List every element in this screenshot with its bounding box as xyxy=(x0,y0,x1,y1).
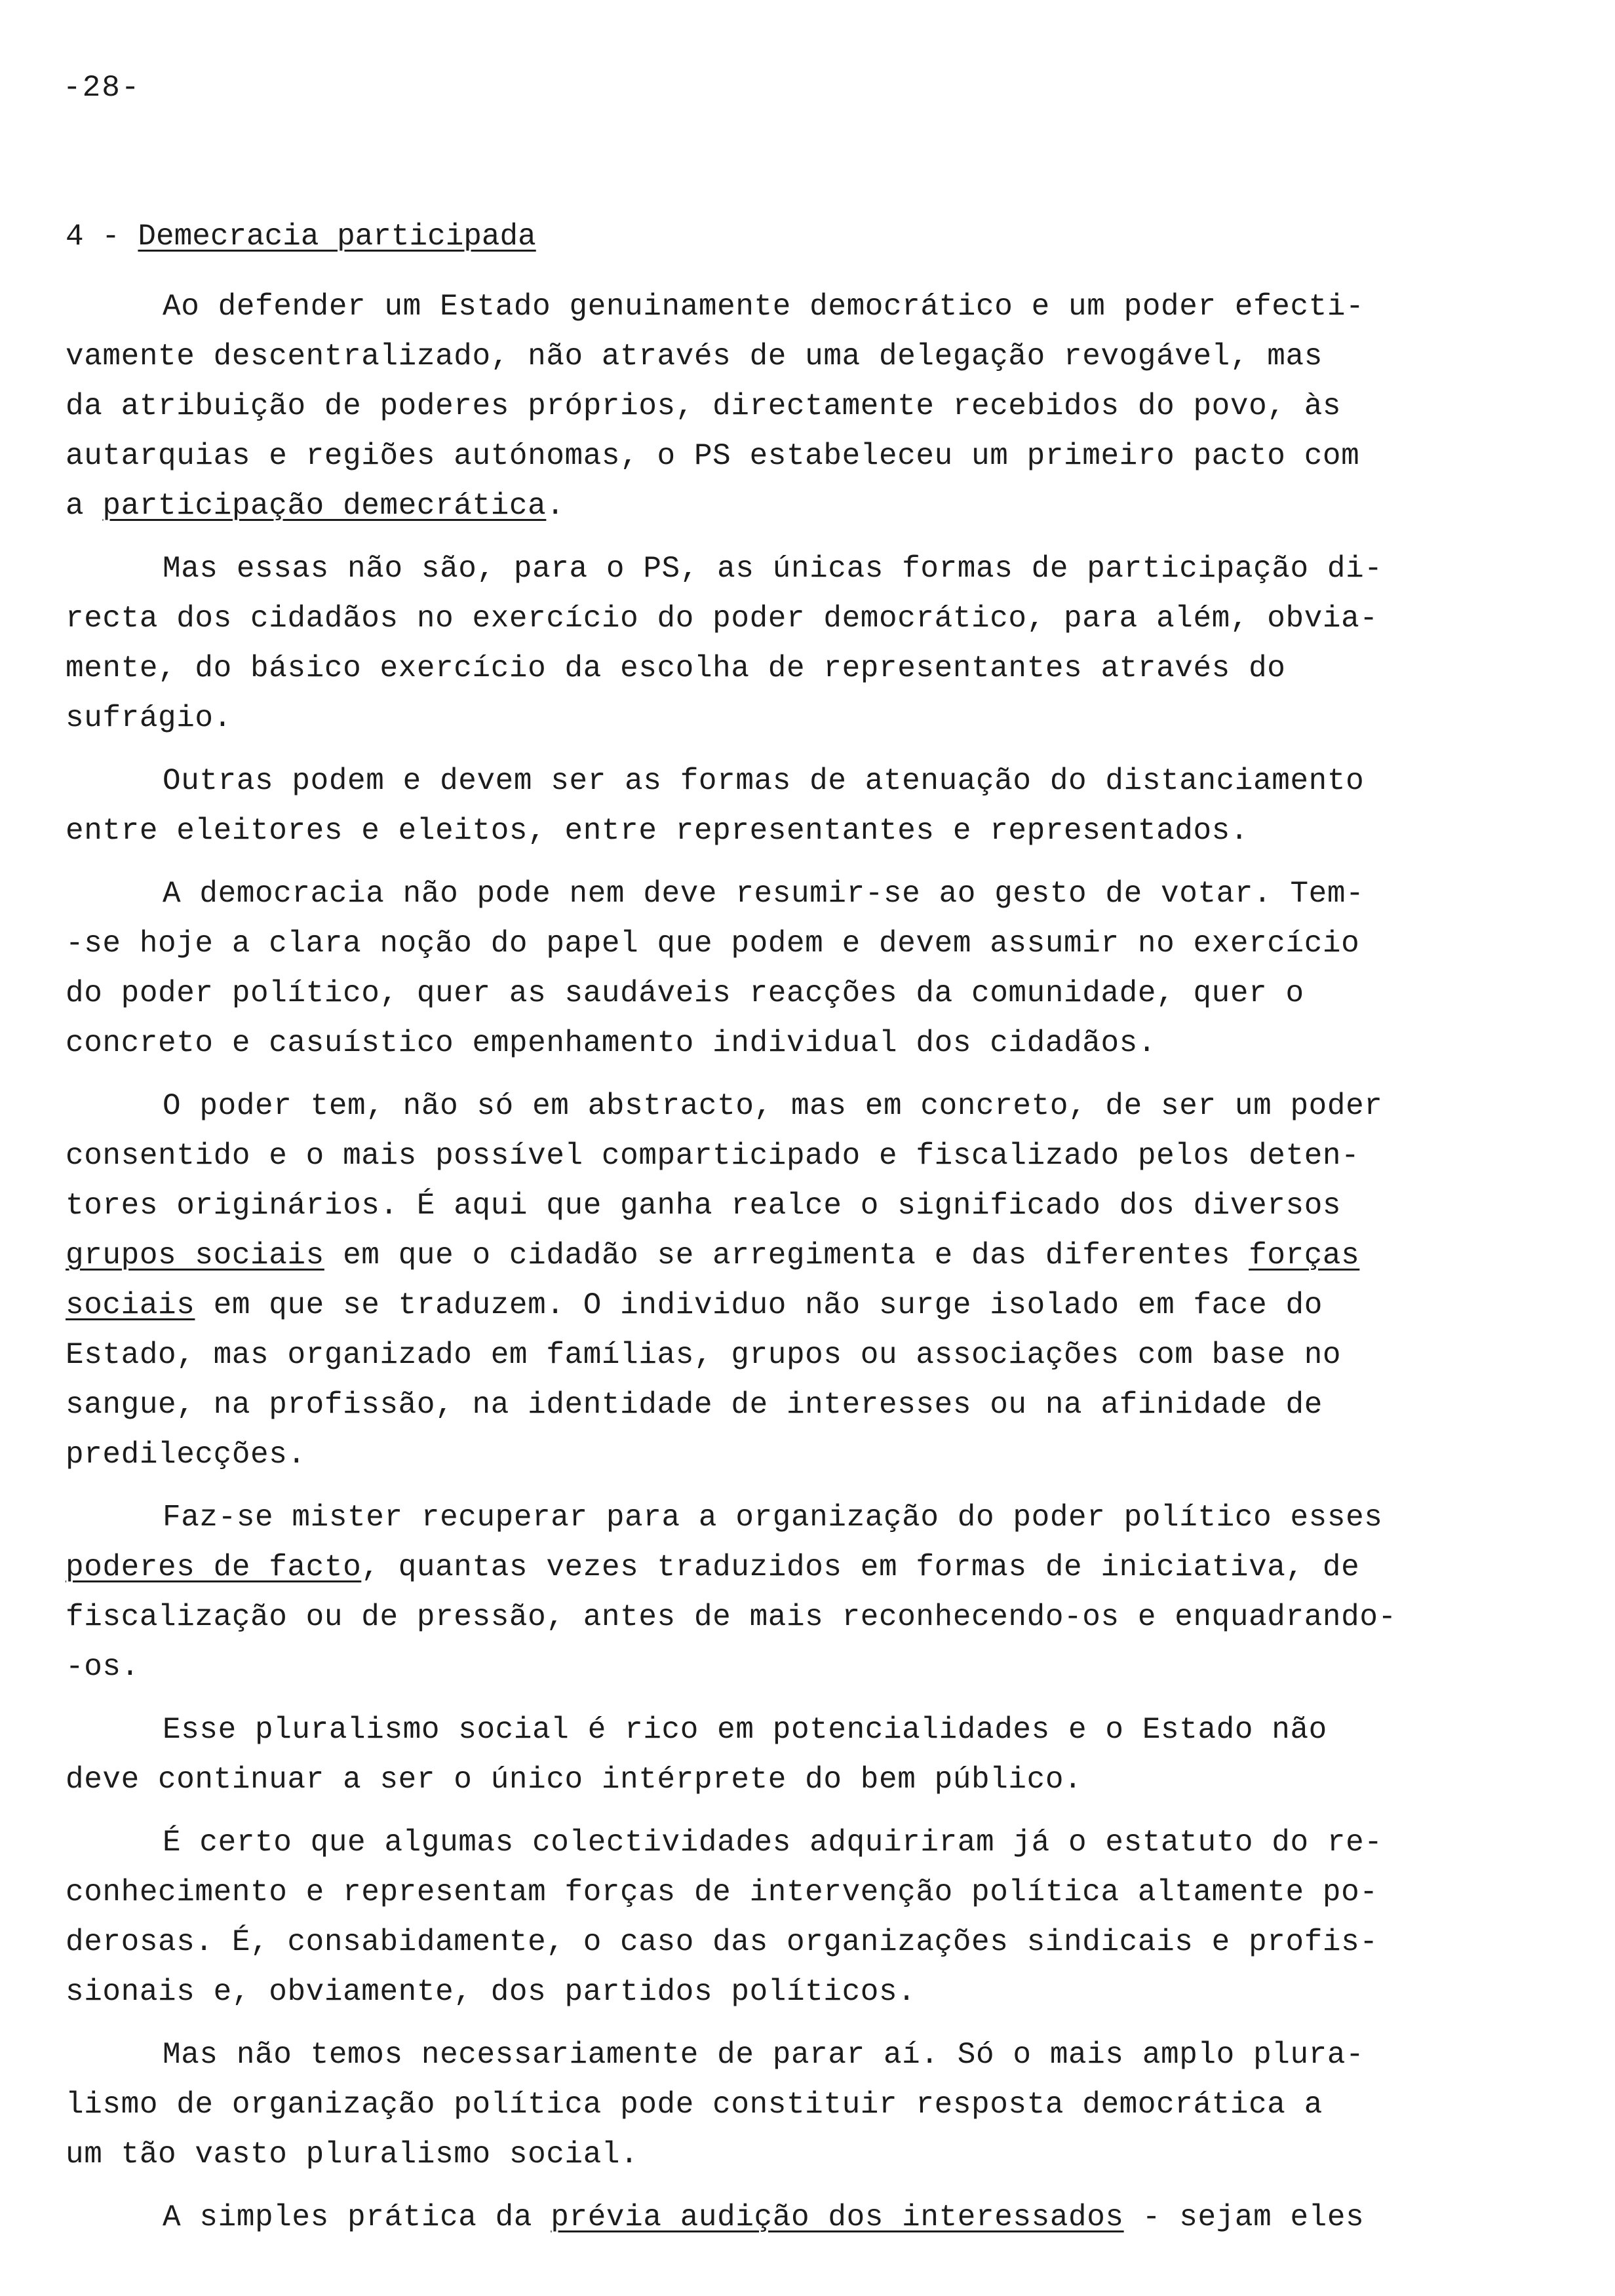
text-segment: recta dos cidadãos no exercício do poder democrático, para além, obvia- xyxy=(66,602,1378,636)
text-segment: É certo que algumas colectividades adquiriram já o estatuto do re- xyxy=(163,1826,1383,1860)
page-number: -28- xyxy=(63,71,141,105)
underlined-phrase: prévia audição dos interessados xyxy=(551,2200,1124,2234)
text-segment: autarquias e regiões autónomas, o PS estabeleceu um primeiro pacto com xyxy=(66,439,1360,473)
text-segment: predilecções. xyxy=(66,1438,306,1472)
text-line xyxy=(66,2192,1534,2242)
document-body xyxy=(66,282,1534,2255)
text-segment: concreto e casuístico empenhamento individual dos cidadãos. xyxy=(66,1026,1157,1060)
text-line xyxy=(66,1542,1534,1592)
text-segment: Estado, mas organizado em famílias, grupos ou associações com base no xyxy=(66,1338,1342,1372)
text-segment: do poder político, quer as saudáveis reacções da comunidade, quer o xyxy=(66,976,1304,1010)
text-segment: conhecimento e representam forças de intervenção política altamente po- xyxy=(66,1875,1378,1909)
text-segment: , quantas vezes traduzidos em formas de iniciativa, de xyxy=(361,1550,1360,1584)
paragraph xyxy=(66,869,1534,1068)
text-segment: Outras podem e devem ser as formas de atenuação do distanciamento xyxy=(163,764,1365,798)
text-line xyxy=(66,1592,1534,1642)
text-segment: vamente descentralizado, não através de uma delegação revogável, mas xyxy=(66,339,1323,373)
text-segment: -os. xyxy=(66,1650,140,1684)
text-segment: A simples prática da xyxy=(163,2200,551,2234)
text-line xyxy=(66,1280,1534,1330)
paragraph xyxy=(66,1705,1534,1805)
text-segment: . xyxy=(546,489,565,523)
text-line xyxy=(66,1917,1534,1967)
text-line xyxy=(66,1380,1534,1430)
text-segment: - sejam eles xyxy=(1123,2200,1365,2234)
text-segment: Mas essas não são, para o PS, as únicas formas de participação di- xyxy=(163,552,1383,586)
text-line xyxy=(66,594,1534,643)
paragraph xyxy=(66,544,1534,743)
text-segment: lismo de organização política pode constituir resposta democrática a xyxy=(66,2088,1323,2122)
text-line xyxy=(66,1818,1534,1867)
text-segment: tores originários. É aqui que ganha realce o significado dos diversos xyxy=(66,1189,1342,1223)
section-heading xyxy=(66,220,536,254)
text-line xyxy=(66,756,1534,806)
text-segment: mente, do básico exercício da escolha de representantes através do xyxy=(66,651,1286,685)
text-segment: deve continuar a ser o único intérprete do bem público. xyxy=(66,1763,1083,1797)
underlined-phrase: participação demecrática xyxy=(102,489,547,523)
section-number: 4 - xyxy=(66,220,138,254)
text-line xyxy=(66,1018,1534,1068)
text-line xyxy=(66,282,1534,332)
text-line xyxy=(66,381,1534,431)
paragraph xyxy=(66,2030,1534,2179)
text-segment: Ao defender um Estado genuinamente democrático e um poder efecti- xyxy=(163,290,1365,324)
paragraph xyxy=(66,756,1534,856)
text-segment: entre eleitores e eleitos, entre representantes e representados. xyxy=(66,814,1249,848)
text-line xyxy=(66,1493,1534,1542)
text-segment: sufrágio. xyxy=(66,701,232,735)
text-line xyxy=(66,1430,1534,1480)
paragraph xyxy=(66,1493,1534,1692)
text-segment: Faz-se mister recuperar para a organização do poder político esses xyxy=(163,1501,1383,1535)
text-segment: fiscalização ou de pressão, antes de mais reconhecendo-os e enquadrando- xyxy=(66,1600,1397,1634)
text-segment: da atribuição de poderes próprios, directamente recebidos do povo, às xyxy=(66,389,1342,423)
text-line xyxy=(66,806,1534,856)
underlined-phrase: forças xyxy=(1249,1238,1360,1272)
underlined-phrase: grupos sociais xyxy=(66,1238,324,1272)
section-title: Demecracia participada xyxy=(138,220,536,254)
text-line xyxy=(66,1705,1534,1755)
text-line xyxy=(66,693,1534,743)
text-line xyxy=(66,332,1534,381)
text-line xyxy=(66,1867,1534,1917)
text-line xyxy=(66,1642,1534,1692)
text-segment: em que se traduzem. O individuo não surge isolado em face do xyxy=(195,1288,1323,1322)
text-line xyxy=(66,1131,1534,1181)
text-line xyxy=(66,1181,1534,1231)
text-line xyxy=(66,1330,1534,1380)
text-segment: sionais e, obviamente, dos partidos políticos. xyxy=(66,1975,916,2009)
text-line xyxy=(66,968,1534,1018)
underlined-phrase: sociais xyxy=(66,1288,195,1322)
text-line xyxy=(66,1231,1534,1280)
text-segment: O poder tem, não só em abstracto, mas em concreto, de ser um poder xyxy=(163,1089,1383,1123)
paragraph xyxy=(66,1818,1534,2017)
text-segment: A democracia não pode nem deve resumir-se ao gesto de votar. Tem- xyxy=(163,877,1365,911)
text-segment: consentido e o mais possível comparticipado e fiscalizado pelos deten- xyxy=(66,1139,1360,1173)
text-line xyxy=(66,1755,1534,1805)
text-segment: derosas. É, consabidamente, o caso das organizações sindicais e profis- xyxy=(66,1925,1378,1959)
text-line xyxy=(66,1967,1534,2017)
text-segment: em que o cidadão se arregimenta e das diferentes xyxy=(324,1238,1249,1272)
text-line xyxy=(66,2080,1534,2130)
text-line xyxy=(66,1081,1534,1131)
text-line xyxy=(66,544,1534,594)
text-line xyxy=(66,919,1534,968)
text-line xyxy=(66,2030,1534,2080)
text-line xyxy=(66,2130,1534,2179)
text-segment: -se hoje a clara noção do papel que podem e devem assumir no exercício xyxy=(66,927,1360,961)
text-segment: a xyxy=(66,489,103,523)
text-segment: Mas não temos necessariamente de parar aí. Só o mais amplo plura- xyxy=(163,2038,1365,2072)
paragraph xyxy=(66,1081,1534,1480)
text-line xyxy=(66,481,1534,531)
text-line xyxy=(66,643,1534,693)
text-line xyxy=(66,431,1534,481)
underlined-phrase: poderes de facto xyxy=(66,1550,362,1584)
paragraph xyxy=(66,282,1534,531)
paragraph xyxy=(66,2192,1534,2242)
text-segment: Esse pluralismo social é rico em potencialidades e o Estado não xyxy=(163,1713,1327,1747)
text-segment: um tão vasto pluralismo social. xyxy=(66,2137,639,2172)
text-segment: sangue, na profissão, na identidade de interesses ou na afinidade de xyxy=(66,1388,1323,1422)
text-line xyxy=(66,869,1534,919)
